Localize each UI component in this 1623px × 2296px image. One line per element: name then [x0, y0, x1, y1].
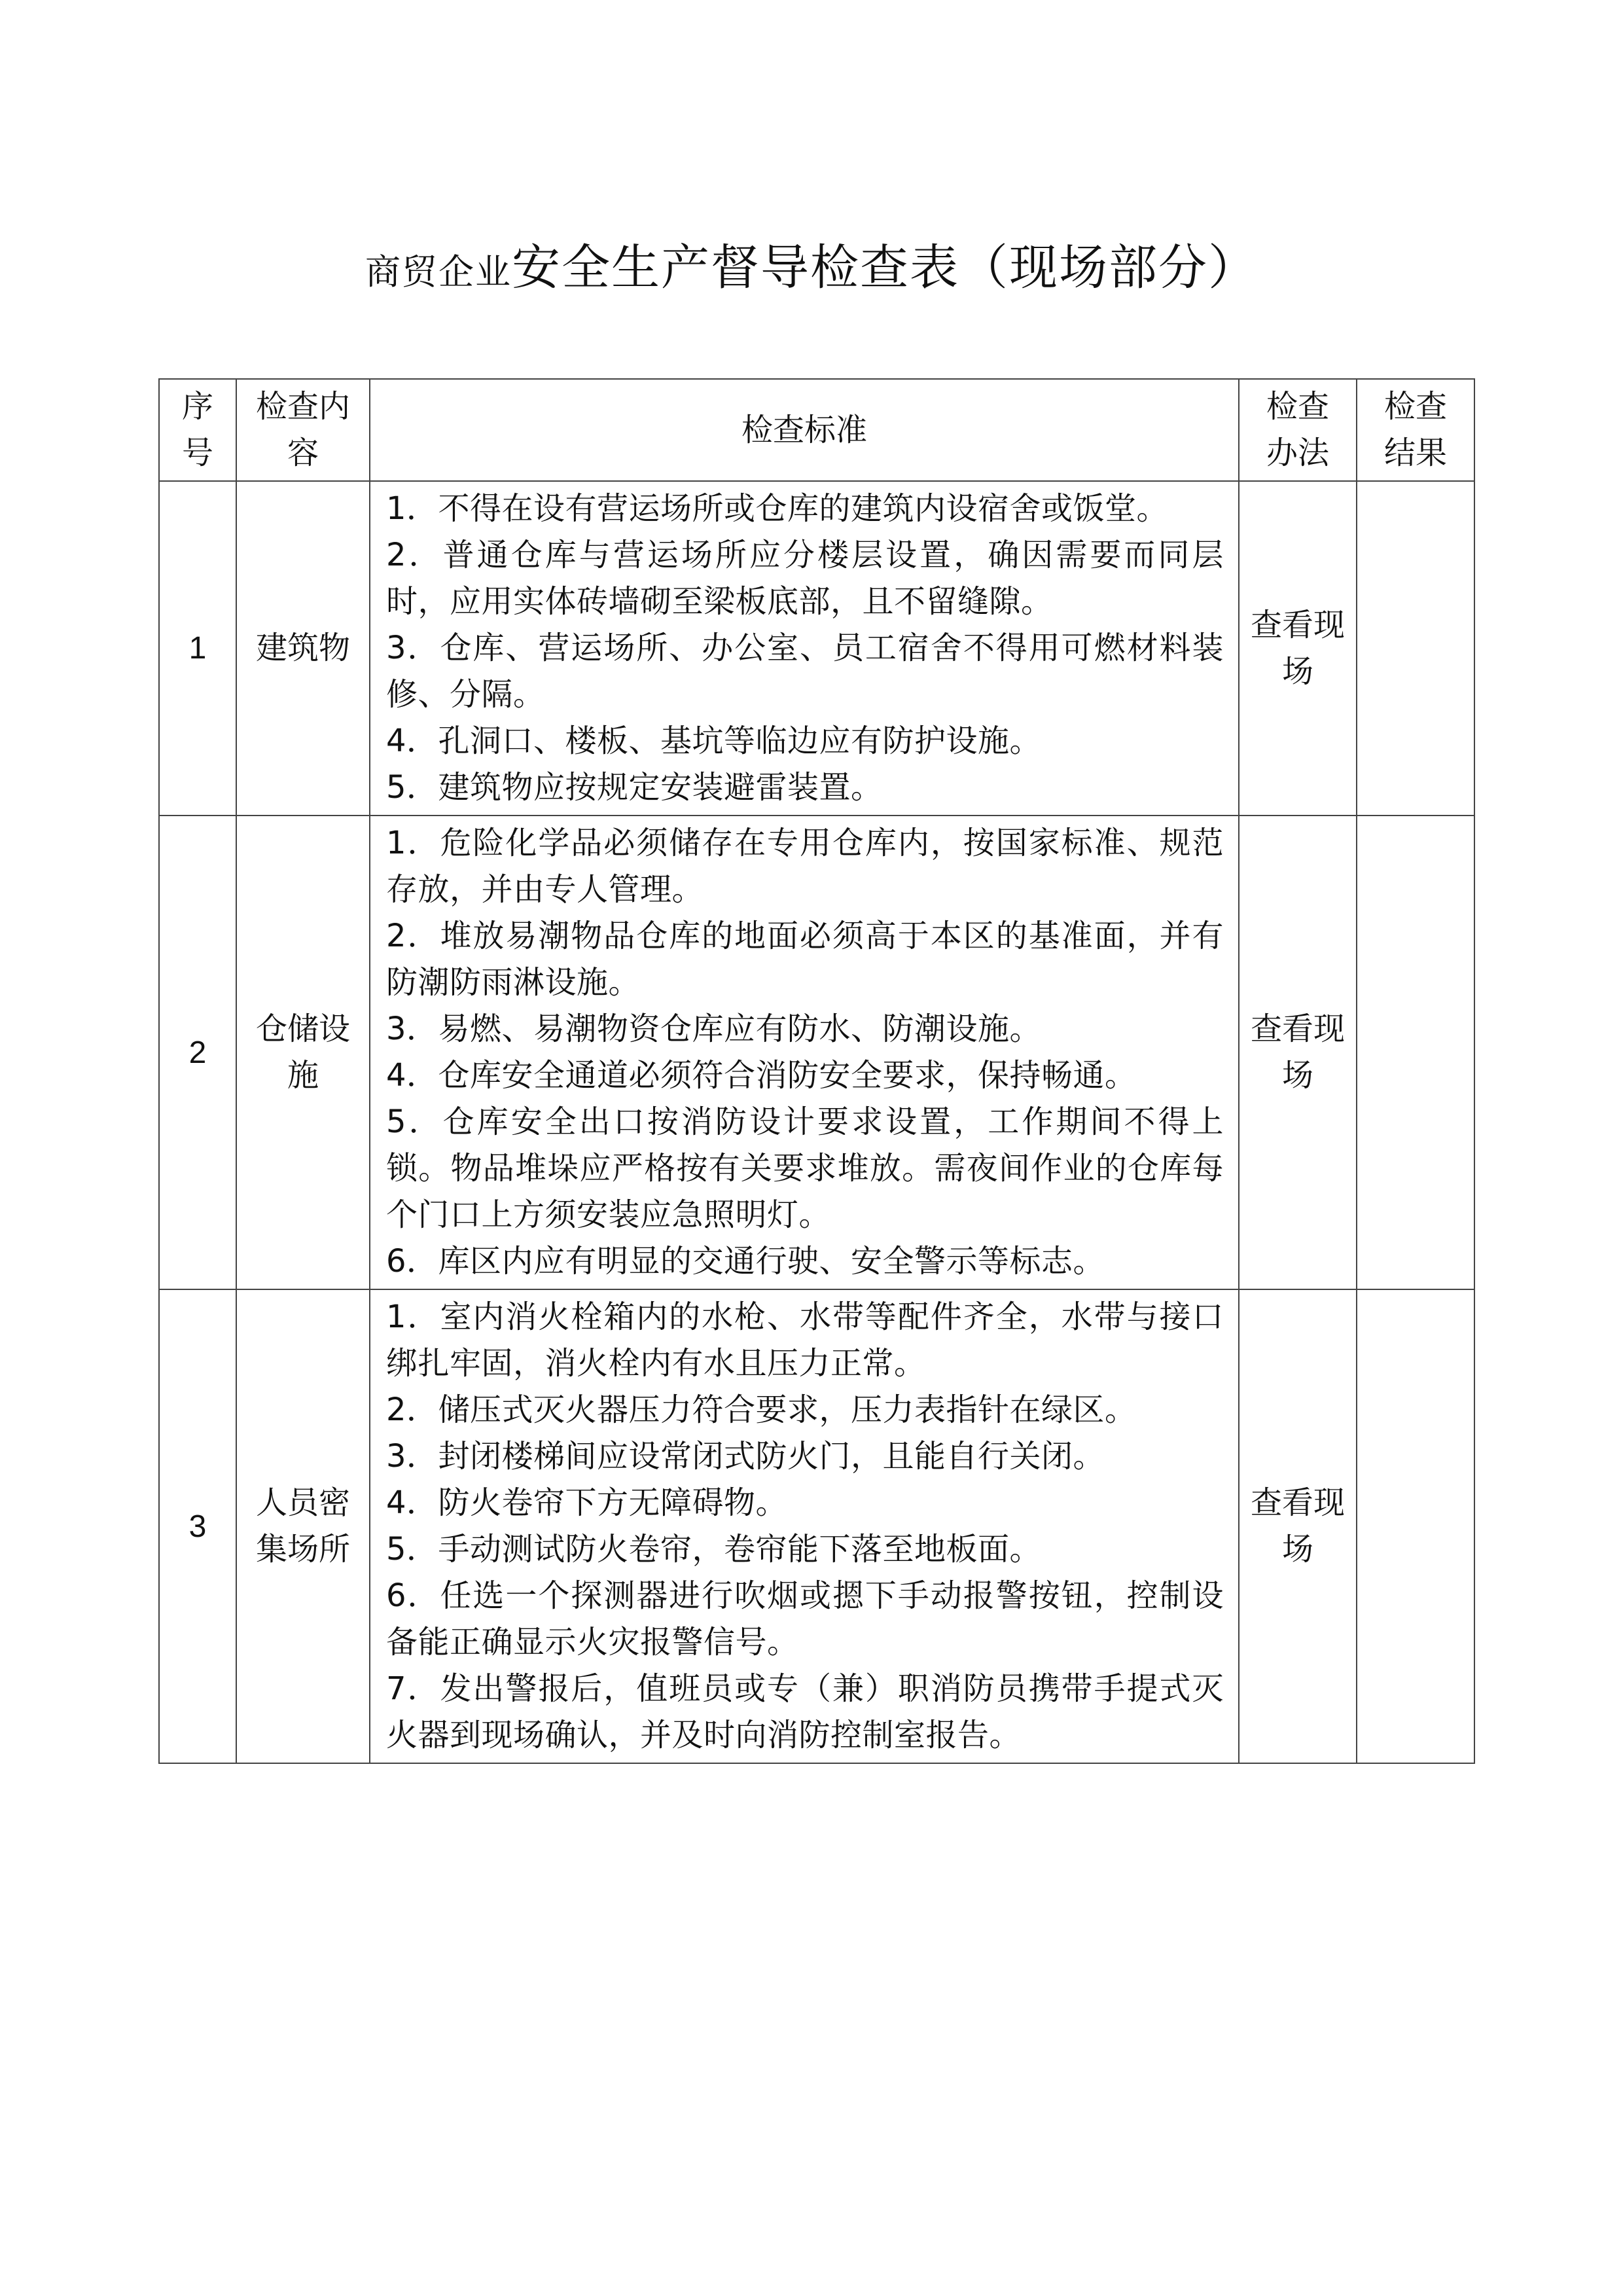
standard-line: 2．普通仓库与营运场所应分楼层设置，确因需要而同层时，应用实体砖墙砌至梁板底部，且不留缝隙。	[386, 537, 1224, 620]
row-item	[236, 816, 370, 1289]
table-body	[159, 481, 1474, 1763]
standard-line: 2．堆放易潮物品仓库的地面必须高于本区的基准面，并有防潮防雨淋设施。	[386, 918, 1224, 1001]
header-method	[1239, 379, 1357, 481]
row-method	[1239, 481, 1357, 816]
standard-line: 2．储压式灭火器压力符合要求，压力表指针在绿区。	[386, 1391, 1137, 1428]
table-row	[159, 481, 1474, 816]
row-method-label: 查看现场	[1250, 606, 1345, 690]
row-item-label: 人员密集场所	[255, 1484, 350, 1568]
standard-line: 4．孔洞口、楼板、基坑等临边应有防护设施。	[386, 723, 1042, 759]
standard-line: 3．易燃、易潮物资仓库应有防水、防潮设施。	[386, 1011, 1042, 1047]
row-standards	[370, 481, 1239, 816]
inspection-table	[158, 378, 1475, 1764]
header-result	[1357, 379, 1474, 481]
row-item	[236, 481, 370, 816]
standard-line: 4．仓库安全通道必须符合消防安全要求，保持畅通。	[386, 1057, 1137, 1094]
document-title	[0, 229, 1623, 298]
row-method	[1239, 816, 1357, 1289]
title-main: 安全生产督导检查表（现场部分）	[512, 240, 1258, 296]
row-result[interactable]	[1357, 1289, 1474, 1763]
table-row	[159, 1289, 1474, 1763]
row-result[interactable]	[1357, 481, 1474, 816]
standard-line: 3．封闭楼梯间应设常闭式防火门，且能自行关闭。	[386, 1438, 1105, 1475]
standard-line: 5．仓库安全出口按消防设计要求设置，工作期间不得上锁。物品堆垛应严格按有关要求堆放。需夜间作业的仓库每个门口上方须安装应急照明灯。	[386, 1103, 1224, 1233]
header-standard	[370, 379, 1239, 481]
row-method-label: 查看现场	[1250, 1011, 1345, 1094]
standard-line: 5．建筑物应按规定安装避雷装置。	[386, 769, 883, 806]
row-item	[236, 1289, 370, 1763]
row-no: 1	[159, 481, 236, 816]
table-row	[159, 816, 1474, 1289]
row-item-label: 仓储设施	[255, 1011, 350, 1094]
standard-line: 5．手动测试防火卷帘，卷帘能下落至地板面。	[386, 1531, 1042, 1568]
header-standard-label: 检查标准	[741, 411, 867, 448]
row-item-label: 建筑物	[255, 630, 350, 666]
row-result[interactable]	[1357, 816, 1474, 1289]
row-standards	[370, 1289, 1239, 1763]
row-no: 2	[159, 816, 236, 1289]
standard-line: 6．库区内应有明显的交通行驶、安全警示等标志。	[386, 1243, 1105, 1280]
standard-line: 1．不得在设有营运场所或仓库的建筑内设宿舍或饭堂。	[386, 490, 1169, 527]
header-no	[159, 379, 236, 481]
standard-line: 4．防火卷帘下方无障碍物。	[386, 1484, 788, 1521]
row-method	[1239, 1289, 1357, 1763]
header-item-label: 检查内容	[255, 388, 350, 471]
header-no-label: 序号	[181, 388, 213, 471]
row-method-label: 查看现场	[1250, 1484, 1345, 1568]
title-prefix: 商贸企业	[365, 251, 512, 293]
standard-line: 1．室内消火栓箱内的水枪、水带等配件齐全，水带与接口绑扎牢固，消火栓内有水且压力正常。	[386, 1299, 1224, 1382]
standard-line: 3．仓库、营运场所、办公室、员工宿舍不得用可燃材料装修、分隔。	[386, 630, 1224, 713]
standard-line: 6．任选一个探测器进行吹烟或摁下手动报警按钮，控制设备能正确显示火灾报警信号。	[386, 1577, 1224, 1660]
header-result-label: 检查结果	[1383, 388, 1447, 471]
header-method-label: 检查办法	[1266, 388, 1329, 471]
standard-line: 7．发出警报后，值班员或专（兼）职消防员携带手提式灭火器到现场确认，并及时向消防控制室报告。	[386, 1670, 1224, 1753]
row-standards	[370, 816, 1239, 1289]
table-header-row	[159, 379, 1474, 481]
standard-line: 1．危险化学品必须储存在专用仓库内，按国家标准、规范存放，并由专人管理。	[386, 825, 1224, 908]
header-item	[236, 379, 370, 481]
row-no: 3	[159, 1289, 236, 1763]
